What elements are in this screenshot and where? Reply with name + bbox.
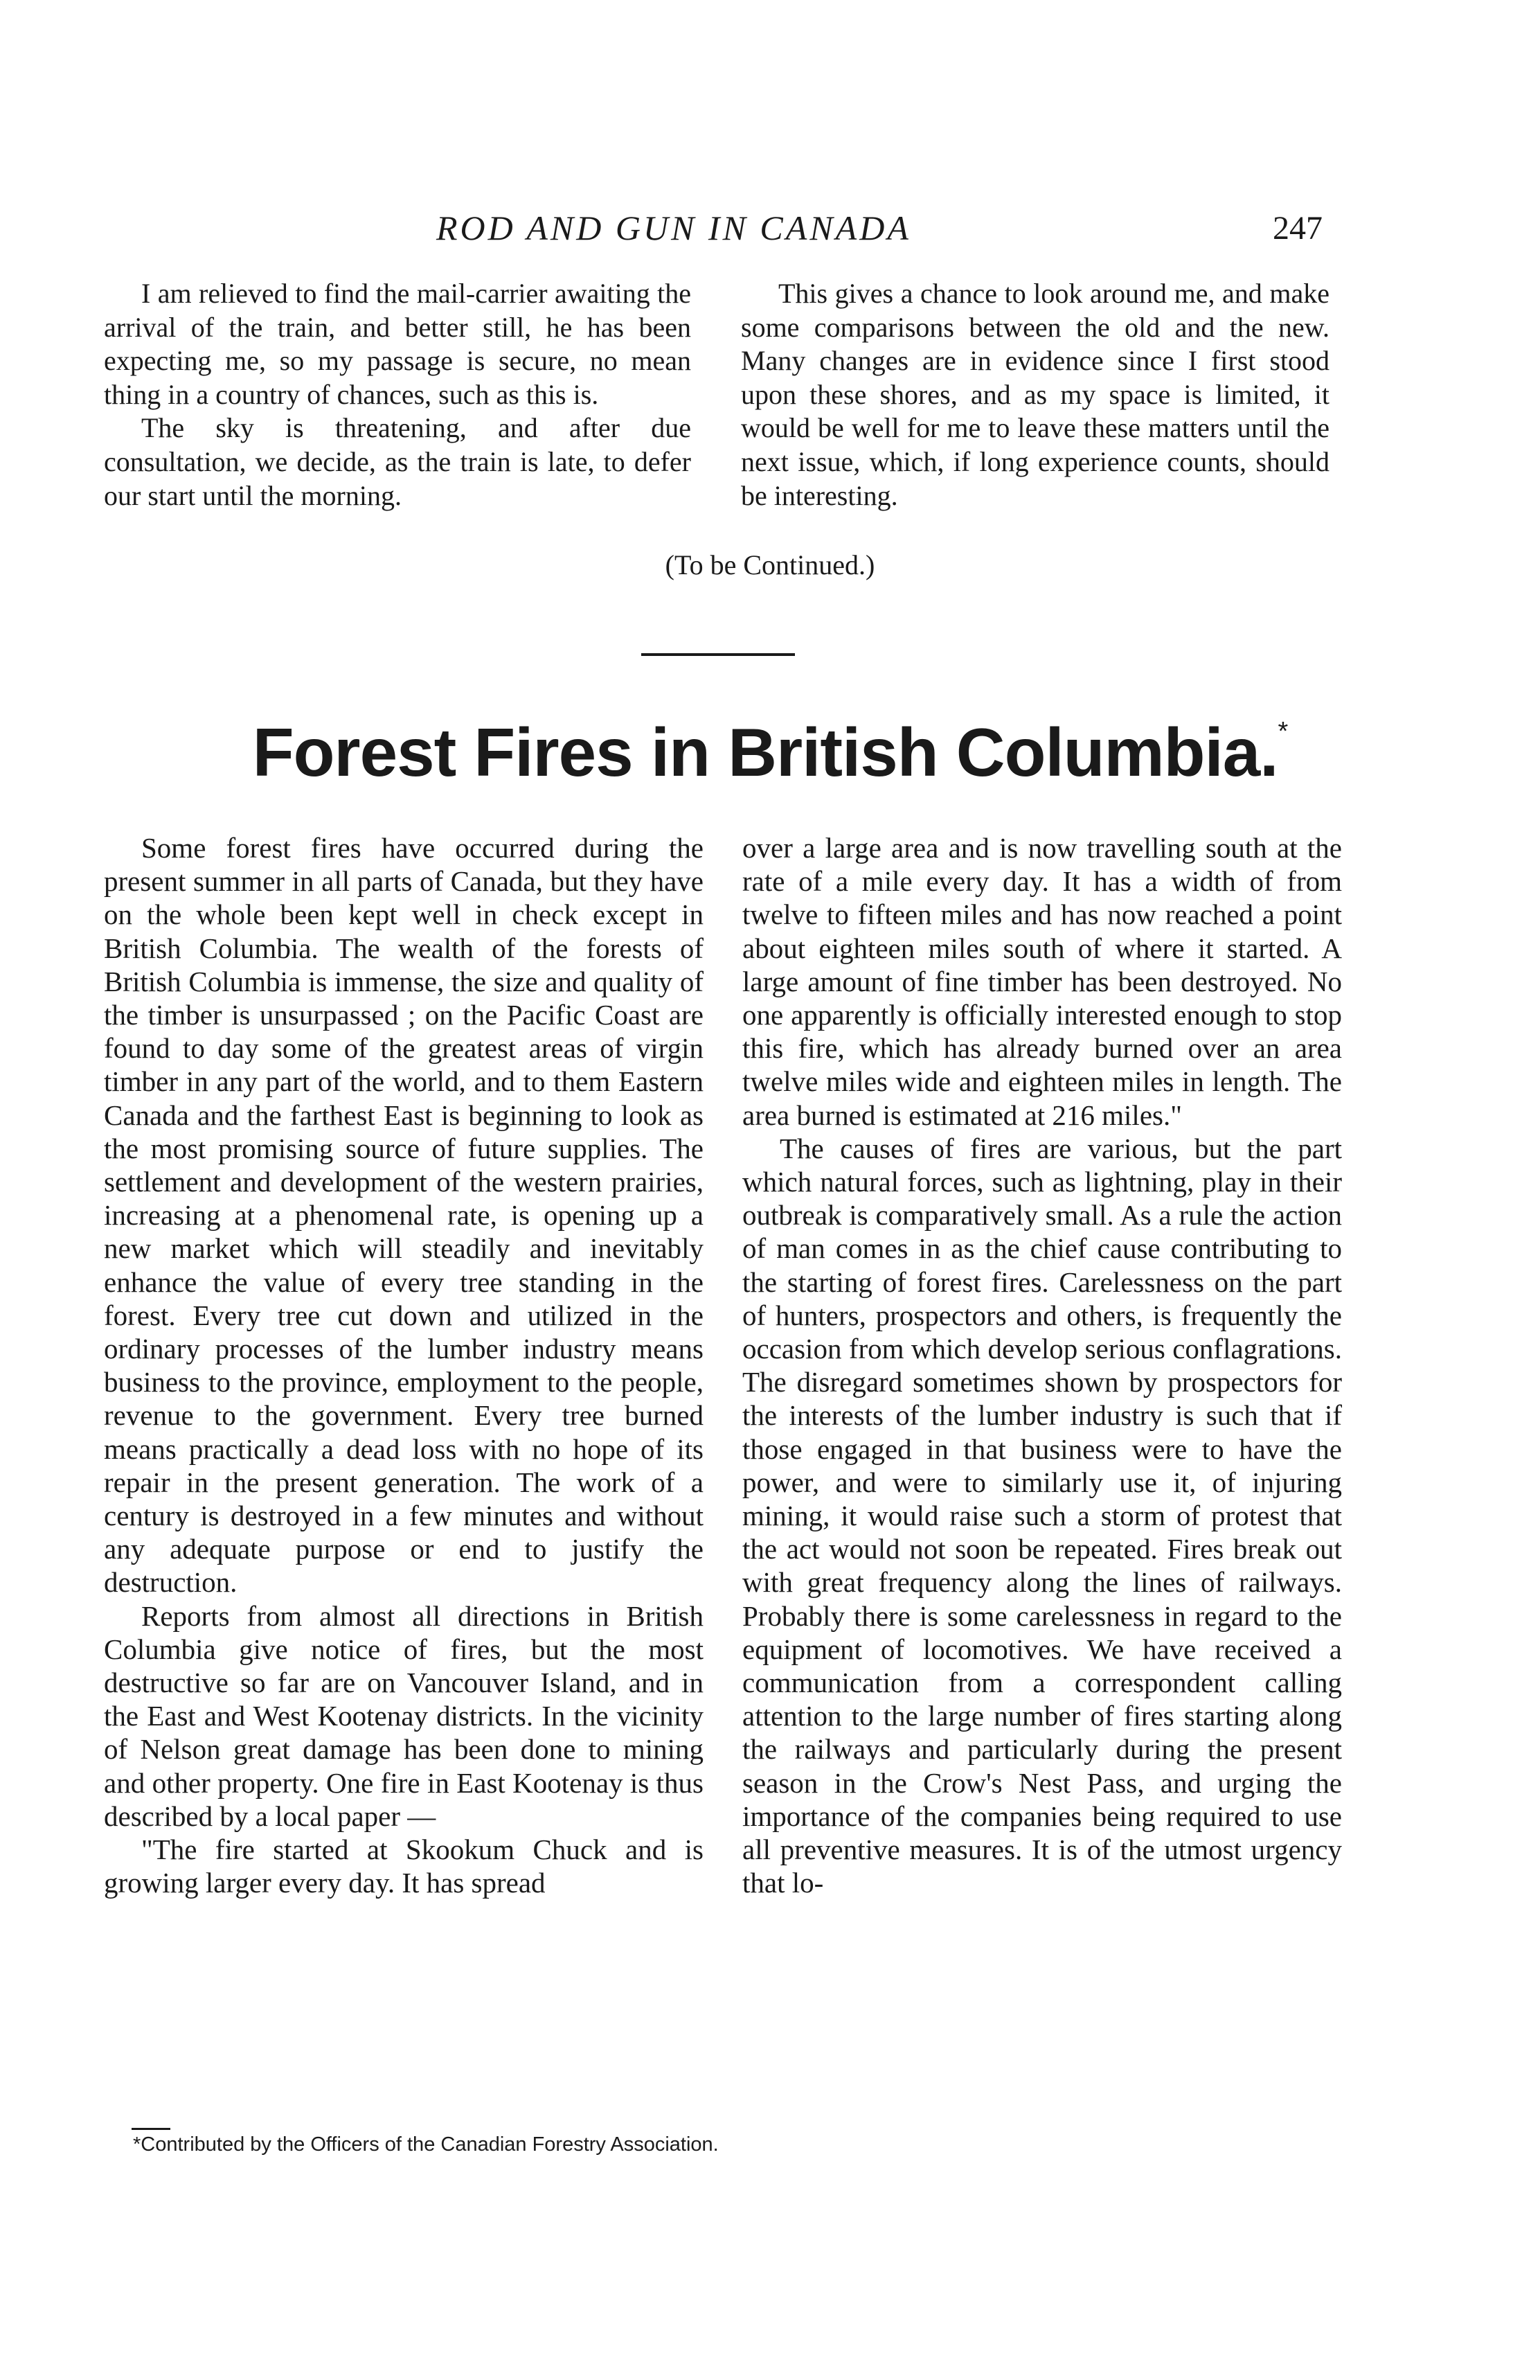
paragraph: "The fire started at Skookum Chuck and is growing larger every day. It has spread xyxy=(104,1833,704,1899)
paragraph: over a large area and is now travelling south at the rate of a mile every day. It has a width of from twelve to fifteen miles and has now reached a point about eighteen miles south of where it started. A large amount of fine timber has been destroyed. No one apparently is officially interested enough to stop this fire, which has already burned over an area twelve miles wide and eighteen miles in length. The area burned is estimated at 216 miles." xyxy=(742,832,1342,1131)
previous-article-right-column xyxy=(741,277,1329,513)
previous-article-left-column xyxy=(104,277,691,513)
paragraph: I am relieved to find the mail-carrier awaiting the arrival of the train, and better still, he has been expecting me, so my passage is secure, no mean thing in a country of chances, such as this is. xyxy=(104,278,691,410)
article-title-text: Forest Fires in British Columbia. xyxy=(252,714,1278,790)
continued-note: (To be Continued.) xyxy=(665,549,875,580)
article-left-column xyxy=(104,831,704,1900)
section-divider xyxy=(641,653,795,656)
page-header xyxy=(0,208,1540,263)
article-right-column xyxy=(742,831,1342,1900)
paragraph: The sky is threatening, and after due consultation, we decide, as the train is late, to defer our start until the morning. xyxy=(104,412,691,511)
paragraph: The causes of fires are various, but the part which natural forces, such as lightning, play in their outbreak is comparatively small. As a rule the action of man comes in as the chief cause contributing to the starting of forest fires. Carelessness on the part of hunters, prospectors and others, is frequently the occasion from which develop serious conflagrations. The disregard sometimes shown by prospectors for the interests of the lumber industry is such that if those engaged in that business were to have the power, and were to similarly use it, of injuring mining, it would raise such a storm of protest that the act would not soon be repeated. Fires break out with great frequency along the lines of railways. Probably there is some carelessness in regard to the equipment of locomotives. We have received a communication from a correspondent calling attention to the large number of fires starting along the railways and particularly during the present season in the Crow's Nest Pass, and urging the importance of the companies being required to use all preventive measures. It is of the utmost urgency that lo- xyxy=(742,1132,1342,1899)
footnote-divider xyxy=(132,2128,170,2130)
article-title xyxy=(0,713,1540,792)
paragraph: Some forest fires have occurred during the present summer in all parts of Canada, but they have on the whole been kept well in check except in British Columbia. The wealth of the forests of British Columbia is immense, the size and quality of the timber is unsurpassed ; on the Pacific Coast are found to day some of the greatest areas of virgin timber in any part of the world, and to them Eastern Canada and the farthest East is beginning to look as the most promising source of future supplies. The settlement and development of the western prairies, increasing at a phenomenal rate, is opening up a new market which will steadily and inevitably enhance the value of every tree standing in the forest. Every tree cut down and utilized in the ordinary processes of the lumber industry means business to the province, employment to the people, revenue to the government. Every tree burned means practically a dead loss with no hope of its repair in the present generation. The work of a century is destroyed in a few minutes and without any adequate purpose or end to justify the destruction. xyxy=(104,832,704,1599)
page-number: 247 xyxy=(1273,210,1323,247)
footnote-marker: * xyxy=(1278,717,1288,746)
paragraph: Reports from almost all directions in British Columbia give notice of fires, but the most destructive so far are on Vancouver Island, and in the East and West Kootenay districts. In the vicinity of Nelson great damage has been done to mining and other property. One fire in East Kootenay is thus described by a local paper — xyxy=(104,1599,704,1832)
footnote: *Contributed by the Officers of the Canadian Forestry Association. xyxy=(133,2133,719,2156)
running-title: ROD AND GUN IN CANADA xyxy=(436,208,911,247)
paragraph: This gives a chance to look around me, and make some comparisons between the old and the new. Many changes are in evidence since I first stood upon these shores, and as my space is limited, it would be well for me to leave these matters until the next issue, which, if long experience counts, should be interesting. xyxy=(741,278,1329,511)
